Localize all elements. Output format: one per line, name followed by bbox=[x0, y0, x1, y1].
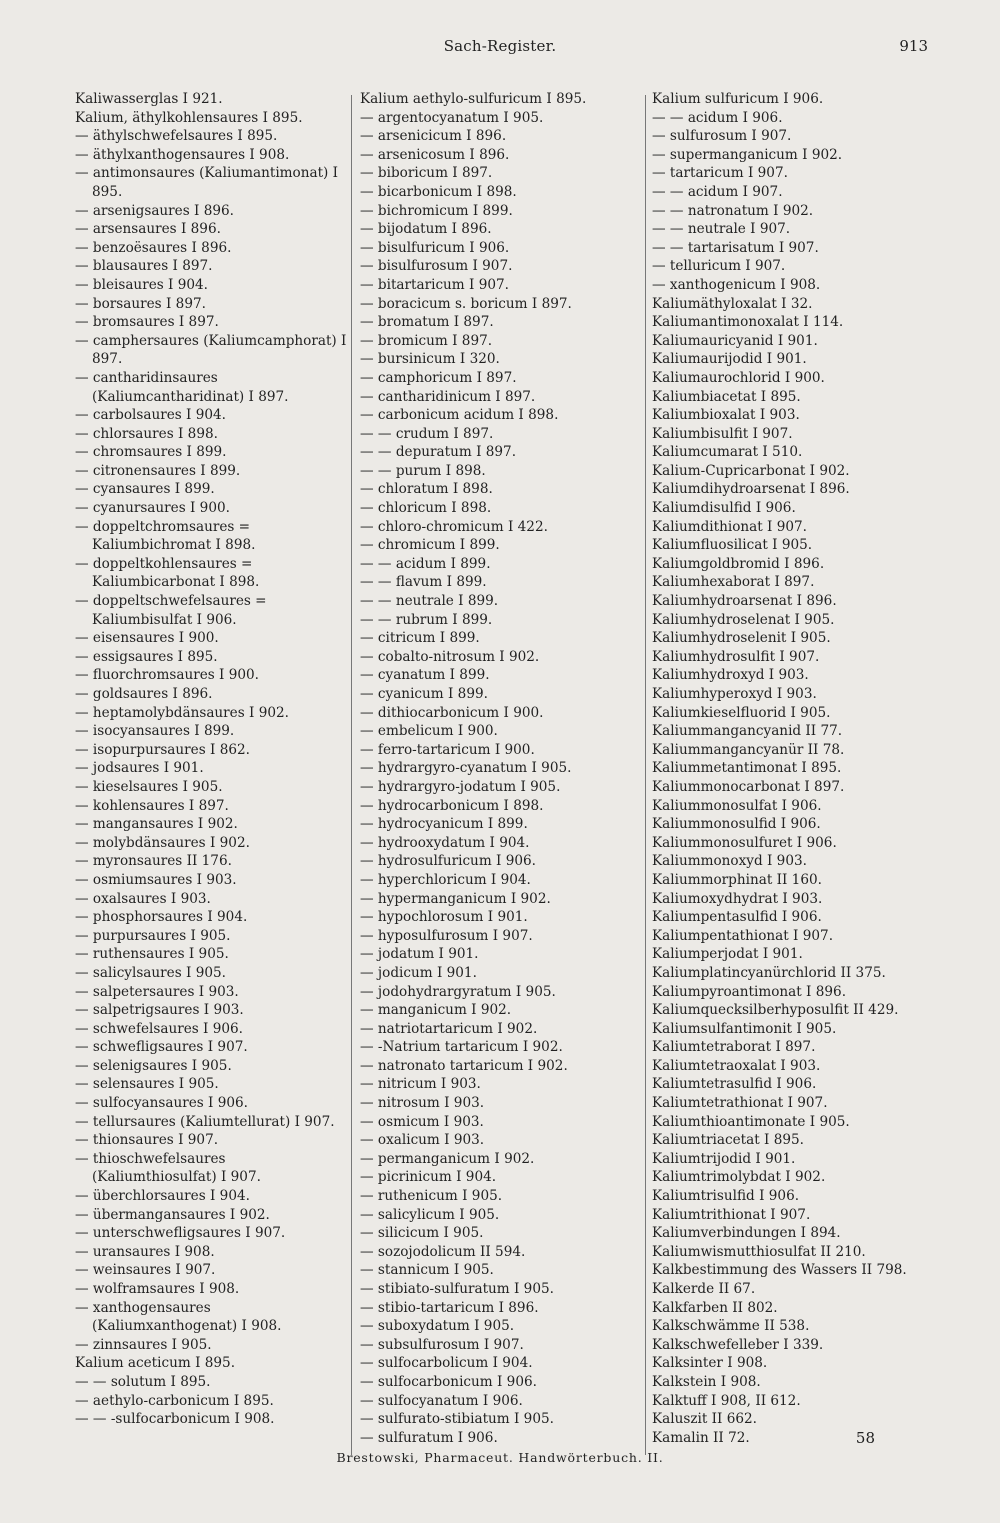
index-entry: — chloro-chromicum I 422. bbox=[360, 518, 548, 535]
index-entry: — dithiocarbonicum I 900. bbox=[360, 704, 544, 721]
index-entry: — stibiato-sulfuratum I 905. bbox=[360, 1281, 554, 1297]
index-entry: — hyposulfurosum I 907. bbox=[360, 927, 533, 944]
index-entry: — isocyansaures I 899. bbox=[75, 723, 235, 740]
index-entry: Kalkerde II 67. bbox=[652, 1281, 756, 1297]
index-entry: — picrinicum I 904. bbox=[360, 1169, 497, 1186]
index-entry: — boracicum s. boricum I 897. bbox=[360, 295, 572, 312]
index-entry: — aethylo-carbonicum I 895. bbox=[75, 1392, 274, 1409]
index-entry: — mangansaures I 902. bbox=[75, 816, 238, 833]
index-entry: — osmicum I 903. bbox=[360, 1113, 484, 1130]
index-entry: Kaliumdisulfid I 906. bbox=[652, 500, 796, 517]
index-entry: Kalkschwefelleber I 339. bbox=[652, 1336, 824, 1353]
index-entry: — äthylschwefelsaures I 895. bbox=[75, 128, 278, 145]
index-entry: Kaliumpyroantimonat I 896. bbox=[652, 983, 847, 1000]
index-entry: — cyanatum I 899. bbox=[360, 667, 490, 684]
index-entry: — zinnsaures I 905. bbox=[75, 1336, 212, 1353]
index-entry: — carbolsaures I 904. bbox=[75, 407, 226, 424]
index-entry: — natronato tartaricum I 902. bbox=[360, 1057, 568, 1074]
index-entry: — molybdänsaures I 902. bbox=[75, 834, 250, 851]
index-entry: — hydrocarbonicum I 898. bbox=[360, 797, 544, 814]
index-entry: Kaliumdithionat I 907. bbox=[652, 518, 808, 535]
index-entry: — fluorchromsaures I 900. bbox=[75, 667, 259, 684]
index-entry: — sulfuratum I 906. bbox=[360, 1429, 498, 1446]
index-entry: — nitrosum I 903. bbox=[360, 1095, 485, 1112]
index-entry: Kaliumpentathionat I 907. bbox=[652, 927, 834, 944]
index-entry: — — acidum I 899. bbox=[360, 555, 491, 572]
index-entry: — wolframsaures I 908. bbox=[75, 1281, 240, 1297]
index-entry: — salpetrigsaures I 903. bbox=[75, 1002, 244, 1019]
index-entry: — sulfocyanatum I 906. bbox=[360, 1392, 523, 1409]
index-entry: Kaliumaurochlorid I 900. bbox=[652, 369, 825, 386]
index-entry: — oxalsaures I 903. bbox=[75, 890, 211, 907]
index-entry: Kaluszit II 662. bbox=[652, 1411, 757, 1428]
index-entry: Kaliumäthyloxalat I 32. bbox=[652, 295, 813, 312]
index-entry: Kaliumsulfantimonit I 905. bbox=[652, 1020, 837, 1037]
index-entry: — — tartarisatum I 907. bbox=[652, 239, 819, 256]
index-entry: Kaliumhexaborat I 897. bbox=[652, 574, 815, 591]
index-entry: — — rubrum I 899. bbox=[360, 611, 493, 628]
index-entry: — hydrargyro-cyanatum I 905. bbox=[360, 760, 572, 777]
index-entry: — subsulfurosum I 907. bbox=[360, 1336, 524, 1353]
index-entry: — xanthogenicum I 908. bbox=[652, 276, 821, 293]
index-entry: — jodicum I 901. bbox=[360, 964, 477, 981]
index-entry: — heptamolybdänsaures I 902. bbox=[75, 704, 289, 721]
index-entry: — übermangansaures I 902. bbox=[75, 1206, 270, 1223]
index-entry: Kaliumverbindungen I 894. bbox=[652, 1225, 841, 1242]
index-entry: — cobalto-nitrosum I 902. bbox=[360, 648, 540, 665]
index-entry: Kaliummangancyanür II 78. bbox=[652, 741, 845, 758]
index-entry: — carbonicum acidum I 898. bbox=[360, 407, 559, 424]
index-entry: — bijodatum I 896. bbox=[360, 221, 492, 238]
index-entry: Kaliumhydroxyd I 903. bbox=[652, 667, 809, 684]
index-entry: — salicylsaures I 905. bbox=[75, 964, 226, 981]
index-entry: Kaliummonosulfuret I 906. bbox=[652, 834, 837, 851]
index-entry: Kaliumthioantimonate I 905. bbox=[652, 1113, 850, 1130]
index-entry: — cantharidinicum I 897. bbox=[360, 388, 536, 405]
index-entry: — weinsaures I 907. bbox=[75, 1262, 216, 1279]
index-entry: — natriotartaricum I 902. bbox=[360, 1020, 538, 1037]
index-entry: Kaliummetantimonat I 895. bbox=[652, 760, 842, 777]
index-entry: Kaliumhyperoxyd I 903. bbox=[652, 686, 817, 702]
index-entry: — ferro-tartaricum I 900. bbox=[360, 741, 535, 758]
column-divider bbox=[351, 95, 352, 1455]
index-entry: — purpursaures I 905. bbox=[75, 927, 231, 944]
index-entry: — cyanursaures I 900. bbox=[75, 500, 230, 517]
index-entry: Kaliumbisulfit I 907. bbox=[652, 425, 793, 442]
running-header: Sach-Register. bbox=[443, 37, 557, 55]
index-entry: — chromicum I 899. bbox=[360, 537, 500, 554]
index-entry: — äthylxanthogensaures I 908. bbox=[75, 146, 290, 163]
index-entry: Kaliumantimonoxalat I 114. bbox=[652, 314, 844, 331]
index-entry: — hydrooxydatum I 904. bbox=[360, 834, 530, 851]
index-entry: — nitricum I 903. bbox=[360, 1076, 481, 1093]
index-entry: Kaliwasserglas I 921. bbox=[75, 91, 223, 107]
index-entry: Kaliumdihydroarsenat I 896. bbox=[652, 481, 850, 498]
index-entry: — arsensaures I 896. bbox=[75, 221, 221, 238]
index-entry: — — acidum I 906. bbox=[652, 109, 783, 126]
index-entry: — — solutum I 895. bbox=[75, 1373, 211, 1390]
index-entry: — arsenigsaures I 896. bbox=[75, 202, 234, 219]
index-entry: Kalksinter I 908. bbox=[652, 1355, 768, 1372]
index-entry: — essigsaures I 895. bbox=[75, 648, 218, 665]
index-entry: — bitartaricum I 907. bbox=[360, 276, 509, 293]
index-entry: — — -sulfocarbonicum I 908. bbox=[75, 1411, 275, 1428]
index-entry: — permanganicum I 902. bbox=[360, 1150, 535, 1167]
index-entry: Kaliumperjodat I 901. bbox=[652, 946, 803, 963]
index-entry: — hydrocyanicum I 899. bbox=[360, 816, 528, 833]
index-entry: — salicylicum I 905. bbox=[360, 1206, 500, 1223]
index-entry: Kalium, äthylkohlensaures I 895. bbox=[75, 109, 303, 126]
index-entry: — — crudum I 897. bbox=[360, 425, 494, 442]
index-entry: Kaliummonoxyd I 903. bbox=[652, 853, 807, 870]
index-entry: — stibio-tartaricum I 896. bbox=[360, 1299, 539, 1316]
index-entry: — argentocyanatum I 905. bbox=[360, 109, 544, 126]
index-entry: — bromsaures I 897. bbox=[75, 314, 219, 331]
index-entry: — cantharidinsaures (Kaliumcantharidinat) I 897. bbox=[75, 369, 289, 405]
index-entry: Kaliumtetrathionat I 907. bbox=[652, 1095, 828, 1112]
index-entry: — — flavum I 899. bbox=[360, 574, 487, 591]
index-entry: — kieselsaures I 905. bbox=[75, 778, 223, 795]
index-entry: — schwefelsaures I 906. bbox=[75, 1020, 243, 1037]
index-entry: — bisulfurosum I 907. bbox=[360, 258, 513, 275]
index-entry: — hypermanganicum I 902. bbox=[360, 890, 551, 907]
index-entry: — blausaures I 897. bbox=[75, 258, 213, 275]
index-entry: — hypochlorosum I 901. bbox=[360, 909, 528, 926]
index-entry: — thioschwefelsaures (Kaliumthiosulfat) I 907. bbox=[75, 1150, 261, 1186]
index-entry: — bicarbonicum I 898. bbox=[360, 183, 517, 200]
index-entry: — selenigsaures I 905. bbox=[75, 1057, 232, 1074]
index-entry: — sulfurato-stibiatum I 905. bbox=[360, 1411, 554, 1428]
index-entry: — bursinicum I 320. bbox=[360, 351, 500, 368]
index-entry: — tartaricum I 907. bbox=[652, 165, 788, 182]
index-entry: Kaliumbiacetat I 895. bbox=[652, 388, 801, 405]
index-entry: Kalium-Cupricarbonat I 902. bbox=[652, 462, 850, 479]
index-entry: — cyansaures I 899. bbox=[75, 481, 215, 498]
index-entry: — manganicum I 902. bbox=[360, 1002, 512, 1019]
index-entry: Kaliummonosulfid I 906. bbox=[652, 816, 821, 833]
index-entry: — — neutrale I 907. bbox=[652, 221, 791, 238]
index-entry: Kaliumkieselfluorid I 905. bbox=[652, 704, 831, 721]
index-entry: Kaliumhydroarsenat I 896. bbox=[652, 593, 837, 610]
index-entry: — schwefligsaures I 907. bbox=[75, 1039, 248, 1056]
index-entry: — doppeltchromsaures = Kaliumbichromat I 898. bbox=[75, 518, 256, 554]
index-entry: — sulfurosum I 907. bbox=[652, 128, 792, 145]
index-entry: — phosphorsaures I 904. bbox=[75, 909, 248, 926]
index-entry: Kaliumtriacetat I 895. bbox=[652, 1132, 804, 1149]
index-entry: — überchlorsaures I 904. bbox=[75, 1188, 250, 1205]
index-entry: Kaliumfluosilicat I 905. bbox=[652, 537, 813, 554]
index-entry: — doppeltkohlensaures = Kaliumbicarbonat I 898. bbox=[75, 555, 260, 591]
index-entry: — bichromicum I 899. bbox=[360, 202, 513, 219]
column-divider bbox=[645, 95, 646, 1455]
index-entry: — jodsaures I 901. bbox=[75, 760, 204, 777]
footer-signature: Brestowski, Pharmaceut. Handwörterbuch. II. bbox=[336, 1450, 664, 1465]
index-entry: — borsaures I 897. bbox=[75, 295, 206, 312]
index-entry: — benzoësaures I 896. bbox=[75, 239, 232, 256]
index-entry: Kaliumgoldbromid I 896. bbox=[652, 555, 825, 572]
index-entry: — bromicum I 897. bbox=[360, 332, 493, 349]
index-entry: — embelicum I 900. bbox=[360, 723, 498, 740]
index-entry: Kalkbestimmung des Wassers II 798. bbox=[652, 1262, 907, 1279]
index-entry: — chloricum I 898. bbox=[360, 500, 492, 517]
index-entry: — citronensaures I 899. bbox=[75, 462, 241, 479]
index-entry: — camphersaures (Kaliumcamphorat) I 897. bbox=[75, 332, 347, 368]
index-entry: — sulfocyansaures I 906. bbox=[75, 1095, 248, 1112]
index-entry: Kaliumbioxalat I 903. bbox=[652, 407, 800, 424]
index-entry: — bleisaures I 904. bbox=[75, 276, 208, 293]
index-entry: Kaliumhydroselenit I 905. bbox=[652, 630, 831, 647]
index-entry: Kalktuff I 908, II 612. bbox=[652, 1392, 801, 1409]
index-entry: — ruthenicum I 905. bbox=[360, 1188, 503, 1205]
index-entry: Kaliumwismutthiosulfat II 210. bbox=[652, 1243, 866, 1260]
index-entry: Kaliumauricyanid I 901. bbox=[652, 332, 818, 349]
index-column-3 bbox=[652, 90, 952, 1447]
index-entry: Kaliummorphinat II 160. bbox=[652, 871, 822, 888]
index-entry: — bisulfuricum I 906. bbox=[360, 239, 510, 256]
index-entry: — hydrargyro-jodatum I 905. bbox=[360, 778, 561, 795]
index-entry: — unterschwefligsaures I 907. bbox=[75, 1225, 286, 1242]
index-entry: Kaliumaurijodid I 901. bbox=[652, 351, 807, 368]
index-entry: Kaliumquecksilberhyposulfit II 429. bbox=[652, 1002, 899, 1019]
index-entry: — xanthogensaures (Kaliumxanthogenat) I 908. bbox=[75, 1299, 282, 1335]
index-entry: Kaliumtrithionat I 907. bbox=[652, 1206, 811, 1223]
index-entry: — hydrosulfuricum I 906. bbox=[360, 853, 536, 870]
index-entry: Kaliumhydroselenat I 905. bbox=[652, 611, 835, 628]
index-entry: — chromsaures I 899. bbox=[75, 444, 227, 461]
index-column-2 bbox=[360, 90, 642, 1447]
index-entry: — myronsaures II 176. bbox=[75, 853, 232, 870]
index-entry: — kohlensaures I 897. bbox=[75, 797, 229, 814]
index-entry: — tellursaures (Kaliumtellurat) I 907. bbox=[75, 1113, 335, 1130]
index-entry: Kamalin II 72. bbox=[652, 1429, 750, 1446]
index-entry: — arsenicicum I 896. bbox=[360, 128, 507, 145]
index-entry: — telluricum I 907. bbox=[652, 258, 786, 275]
index-entry: — suboxydatum I 905. bbox=[360, 1318, 515, 1335]
index-entry: Kaliumcumarat I 510. bbox=[652, 444, 803, 461]
index-entry: — antimonsaures (Kaliumantimonat) I 895. bbox=[75, 165, 339, 200]
index-entry: — isopurpursaures I 862. bbox=[75, 741, 250, 758]
index-entry: — stannicum I 905. bbox=[360, 1262, 494, 1279]
index-entry: — supermanganicum I 902. bbox=[652, 146, 843, 163]
index-entry: — citricum I 899. bbox=[360, 630, 480, 647]
index-entry: Kaliummangancyanid II 77. bbox=[652, 723, 843, 740]
index-entry: — sulfocarbonicum I 906. bbox=[360, 1373, 537, 1390]
index-entry: Kalkschwämme II 538. bbox=[652, 1318, 810, 1335]
index-entry: Kalium sulfuricum I 906. bbox=[652, 91, 824, 107]
index-entry: — uransaures I 908. bbox=[75, 1243, 215, 1260]
index-entry: — selensaures I 905. bbox=[75, 1076, 219, 1093]
index-entry: — camphoricum I 897. bbox=[360, 369, 517, 386]
index-entry: — chloratum I 898. bbox=[360, 481, 493, 498]
index-entry: — goldsaures I 896. bbox=[75, 686, 213, 702]
index-entry: Kaliumtetrasulfid I 906. bbox=[652, 1076, 817, 1093]
index-entry: Kaliumhydrosulfit I 907. bbox=[652, 648, 820, 665]
index-entry: — salpetersaures I 903. bbox=[75, 983, 239, 1000]
index-entry: Kaliumtrimolybdat I 902. bbox=[652, 1169, 826, 1186]
index-entry: Kaliumtrijodid I 901. bbox=[652, 1150, 796, 1167]
index-entry: — oxalicum I 903. bbox=[360, 1132, 485, 1149]
index-entry: Kalium aceticum I 895. bbox=[75, 1355, 236, 1372]
index-entry: — jodatum I 901. bbox=[360, 946, 479, 963]
index-entry: — ruthensaures I 905. bbox=[75, 946, 229, 963]
index-entry: — — natronatum I 902. bbox=[652, 202, 814, 219]
index-entry: Kalkstein I 908. bbox=[652, 1373, 761, 1390]
index-entry: Kaliummonosulfat I 906. bbox=[652, 797, 822, 814]
index-entry: — silicicum I 905. bbox=[360, 1225, 484, 1242]
index-entry: — -Natrium tartaricum I 902. bbox=[360, 1039, 563, 1056]
index-entry: Kaliumtrisulfid I 906. bbox=[652, 1188, 800, 1205]
index-entry: — thionsaures I 907. bbox=[75, 1132, 219, 1149]
index-entry: — sulfocarbolicum I 904. bbox=[360, 1355, 533, 1372]
index-entry: Kaliummonocarbonat I 897. bbox=[652, 778, 845, 795]
index-entry: — eisensaures I 900. bbox=[75, 630, 219, 647]
index-entry: — jodohydrargyratum I 905. bbox=[360, 983, 556, 1000]
index-entry: Kalium aethylo-sulfuricum I 895. bbox=[360, 91, 587, 107]
index-entry: Kaliumpentasulfid I 906. bbox=[652, 909, 822, 926]
index-entry: — doppeltschwefelsaures = Kaliumbisulfat I 906. bbox=[75, 593, 267, 628]
index-entry: — — depuratum I 897. bbox=[360, 444, 517, 461]
index-entry: — osmiumsaures I 903. bbox=[75, 871, 237, 888]
index-entry: — — neutrale I 899. bbox=[360, 593, 499, 610]
index-entry: — chlorsaures I 898. bbox=[75, 425, 218, 442]
index-column-1 bbox=[75, 90, 347, 1429]
index-entry: — sozojodolicum II 594. bbox=[360, 1243, 526, 1260]
index-entry: — arsenicosum I 896. bbox=[360, 146, 510, 163]
index-entry: — — purum I 898. bbox=[360, 462, 486, 479]
sheet-number: 58 bbox=[855, 1429, 875, 1447]
index-entry: Kaliumoxydhydrat I 903. bbox=[652, 890, 823, 907]
index-entry: Kaliumtetraborat I 897. bbox=[652, 1039, 816, 1056]
index-entry: Kaliumtetraoxalat I 903. bbox=[652, 1057, 821, 1074]
index-entry: — hyperchloricum I 904. bbox=[360, 871, 531, 888]
index-entry: — — acidum I 907. bbox=[652, 183, 783, 200]
index-entry: Kalkfarben II 802. bbox=[652, 1299, 778, 1316]
index-entry: — biboricum I 897. bbox=[360, 165, 493, 182]
index-entry: — bromatum I 897. bbox=[360, 314, 494, 331]
index-entry: Kaliumplatincyanürchlorid II 375. bbox=[652, 964, 886, 981]
index-entry: — cyanicum I 899. bbox=[360, 686, 488, 702]
page-number: 913 bbox=[899, 37, 928, 55]
